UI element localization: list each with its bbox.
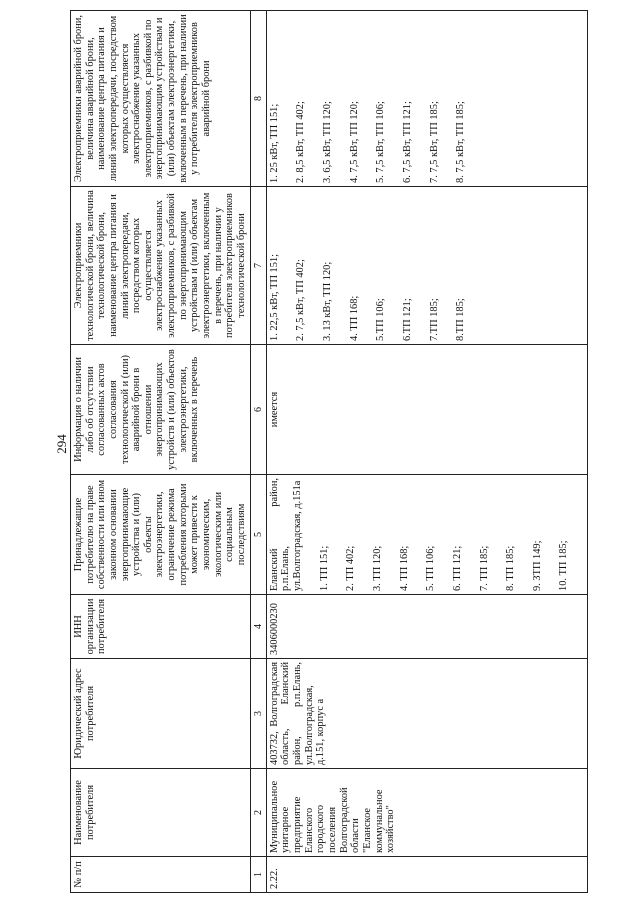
row-number: 2.22. — [266, 857, 587, 893]
col-number: 7 — [250, 187, 266, 345]
list-item: 9. ЗТП 149; — [531, 540, 543, 591]
list-item: 6. 7,5 кВт, ТП 121; — [402, 101, 413, 183]
header-c6: Информация о наличии либо об отсутствии согласованных актов согласования технологической и (или) аварийной брони в отношении энергопринимающих устройств и (или) объектов электроэнергетики, включенных в перечень — [71, 345, 251, 475]
header-c3: Юридический адрес потребителя — [71, 659, 251, 769]
list-item: 10. ТП 185; — [558, 540, 570, 591]
col-number: 5 — [250, 475, 266, 595]
page-number: 294 — [54, 434, 69, 454]
header-c1: № п/п — [71, 857, 251, 893]
list-item: 4. 7,5 кВт, ТП 120; — [348, 101, 360, 183]
list-item: 5.ТП 106; — [375, 298, 387, 341]
objects-list — [319, 478, 570, 591]
column-numbers-row — [250, 11, 266, 893]
col-number: 6 — [250, 345, 266, 475]
emergency-reserve-list — [269, 14, 467, 183]
consumer-name: Муниципальное унитарное предприятие Еланского городского поселения Волгоградской области "Еланское коммунальное хозяйство" — [266, 769, 587, 857]
header-c5: Принадлежащие потребителю на праве собственности или ином законном основании энергопринимающие устройства и (или) объекты электроэнергетики, ограничение режима потребления которыми может привести к экономическим, экологическим или социальным последствиям — [71, 475, 251, 595]
list-item: 6.ТП 121; — [402, 298, 413, 341]
list-item: 4. ТП 168; — [348, 295, 360, 341]
header-c4: ИНН организации потребителя — [71, 595, 251, 659]
tech-reserve-list — [269, 190, 467, 341]
col-number: 1 — [250, 857, 266, 893]
list-item: 3. 6,5 кВт, ТП 120; — [322, 101, 334, 183]
list-item: 3. ТП 120; — [372, 545, 383, 591]
list-item: 8. 7,5 кВт, ТП 185; — [455, 101, 467, 183]
emergency-reserve-cell — [266, 11, 587, 187]
consumer-table — [70, 10, 588, 893]
col-number: 4 — [250, 595, 266, 659]
agreement-status: имеется — [266, 345, 587, 475]
header-row — [71, 11, 251, 893]
inn-value: 3406000230 — [266, 595, 587, 659]
list-item: 7. 7,5 кВт, ТП 185; — [428, 101, 440, 183]
header-c8: Электроприемники аварийной брони, величина аварийной брони, наименование центра питания и линий электропередачи, посредством которых осуществляется электроснабжение указанных электроприемников, с разбивкой по энергопринимающим устройствам и (или) объектам электроэнергетики, включенным в перечень, при наличии у потребителя электроприемников аварийной брони — [71, 11, 251, 187]
list-item: 3. 13 кВт, ТП 120; — [322, 261, 334, 341]
list-item: 7.ТП 185; — [428, 298, 440, 341]
header-c7: Электроприемники технологической брони, величина технологической брони, наименование центра питания и линий электропередачи, посредством которых осуществляется электроснабжение указанных электроприемников, с разбивкой по энергопринимающим устройствам и (или) объектам электроэнергетики, включенным в перечень, при наличии у потребителя электроприемников технологической брони — [71, 187, 251, 345]
legal-address: 403732, Волгоградская область, Еланский район, р.п.Елань, ул.Волгоградская, д.151, корпус а — [266, 659, 587, 769]
list-item: 2. 7,5 кВт, ТП 402; — [295, 259, 307, 341]
list-item: 2. 8,5 кВт, ТП 402; — [295, 101, 307, 183]
col-number: 3 — [250, 659, 266, 769]
list-item: 6. ТП 121; — [451, 545, 463, 591]
col-number: 2 — [250, 769, 266, 857]
table-row — [266, 11, 587, 893]
list-item: 1. ТП 151; — [318, 545, 330, 591]
list-item: 8. ТП 185; — [505, 545, 517, 591]
list-item: 4. ТП 168; — [398, 545, 410, 591]
list-item: 1. 22,5 кВт, ТП 151; — [268, 253, 280, 341]
list-item: 1. 25 кВт, ТП 151; — [268, 103, 280, 183]
list-item: 5. ТП 106; — [425, 545, 437, 591]
list-item: 5. 7,5 кВт, ТП 106; — [375, 101, 387, 183]
list-item: 2. ТП 402; — [345, 545, 357, 591]
header-c2: Наименование потребителя — [71, 769, 251, 857]
objects-intro: Еланский район, р.п.Елань, ул.Волгоградская, д.151а — [268, 478, 304, 591]
list-item: 7. ТП 185; — [478, 545, 490, 591]
list-item: 8.ТП 185; — [455, 298, 467, 341]
objects-cell — [266, 475, 587, 595]
col-number: 8 — [250, 11, 266, 187]
tech-reserve-cell — [266, 187, 587, 345]
